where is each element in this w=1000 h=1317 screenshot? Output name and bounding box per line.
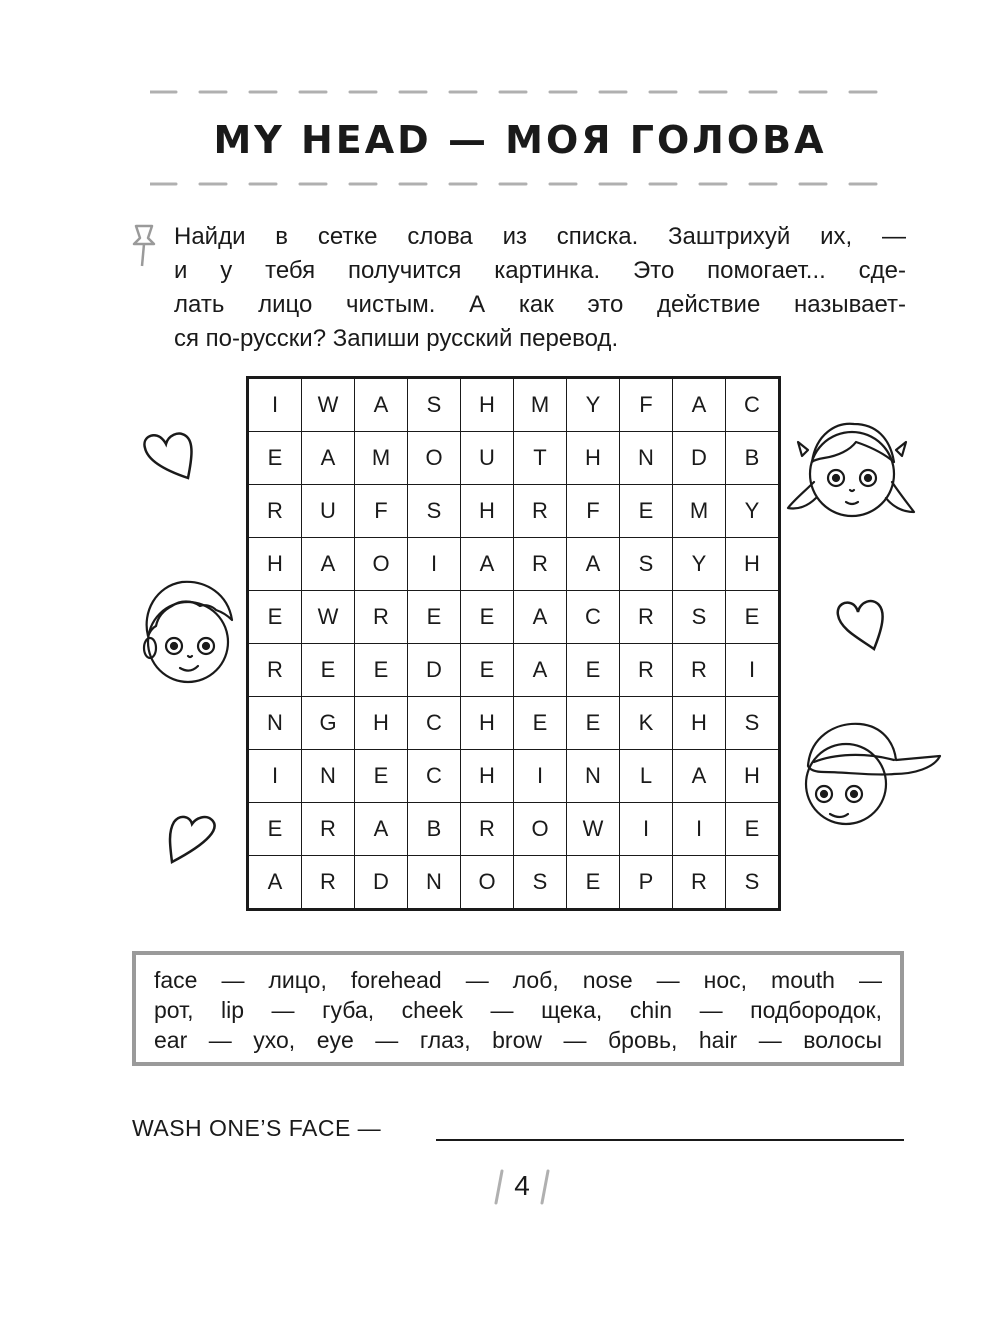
word-search-grid (246, 376, 781, 911)
grid-cell[interactable]: S (408, 378, 461, 432)
grid-cell[interactable]: R (248, 644, 302, 697)
grid-cell[interactable]: A (673, 378, 726, 432)
heart-icon (166, 808, 220, 868)
grid-cell[interactable]: A (355, 803, 408, 856)
heart-icon (832, 595, 888, 655)
grid-cell[interactable]: F (355, 485, 408, 538)
grid-cell[interactable]: A (302, 432, 355, 485)
grid-row (248, 697, 780, 750)
instructions (174, 220, 906, 356)
grid-cell[interactable]: N (302, 750, 355, 803)
grid-cell[interactable]: A (248, 856, 302, 910)
grid-cell[interactable]: M (355, 432, 408, 485)
grid-cell[interactable]: H (461, 485, 514, 538)
page-title: MY HEAD — МОЯ ГОЛОВА (213, 118, 827, 162)
grid-cell[interactable]: S (673, 591, 726, 644)
grid-cell[interactable]: C (408, 750, 461, 803)
grid-cell[interactable]: G (302, 697, 355, 750)
grid-row (248, 432, 780, 485)
grid-cell[interactable]: N (248, 697, 302, 750)
instruction-line: и у тебя получится картинка. Это помогает... сде- (174, 257, 906, 284)
grid-cell[interactable]: N (567, 750, 620, 803)
grid-cell[interactable]: R (673, 856, 726, 910)
grid-cell[interactable]: O (514, 803, 567, 856)
grid-row (248, 538, 780, 591)
grid-cell[interactable]: E (567, 697, 620, 750)
grid-cell[interactable]: A (567, 538, 620, 591)
grid-cell[interactable]: E (248, 432, 302, 485)
grid-cell[interactable]: E (726, 803, 780, 856)
pushpin-icon (128, 220, 164, 270)
grid-cell[interactable]: E (514, 697, 567, 750)
grid-cell[interactable]: S (514, 856, 567, 910)
grid-cell[interactable]: U (461, 432, 514, 485)
grid-cell[interactable]: R (620, 591, 673, 644)
grid-cell[interactable]: F (567, 485, 620, 538)
grid-cell[interactable]: L (620, 750, 673, 803)
page-number: 4 (514, 1170, 530, 1201)
grid-cell[interactable]: Y (567, 378, 620, 432)
grid-cell[interactable]: R (620, 644, 673, 697)
grid-cell[interactable]: R (302, 803, 355, 856)
grid-cell[interactable]: H (673, 697, 726, 750)
grid-cell[interactable]: R (673, 644, 726, 697)
grid-cell[interactable]: S (620, 538, 673, 591)
grid-cell[interactable]: R (355, 591, 408, 644)
word-list-line: face — лицо, forehead — лоб, nose — нос, mouth — (154, 967, 882, 993)
grid-cell[interactable]: C (408, 697, 461, 750)
grid-cell[interactable]: S (726, 697, 780, 750)
grid-cell[interactable]: I (514, 750, 567, 803)
grid-cell[interactable]: I (248, 750, 302, 803)
grid-cell[interactable]: U (302, 485, 355, 538)
grid-cell[interactable]: C (567, 591, 620, 644)
grid-cell[interactable]: A (673, 750, 726, 803)
heart-icon (140, 428, 196, 484)
grid-cell[interactable]: M (514, 378, 567, 432)
grid-cell[interactable]: A (514, 591, 567, 644)
grid-cell[interactable]: E (461, 591, 514, 644)
instruction-line: ся по-русски? Запиши русский перевод. (174, 325, 619, 352)
grid-cell[interactable]: H (355, 697, 408, 750)
grid-cell[interactable]: H (726, 538, 780, 591)
grid-cell[interactable]: D (355, 856, 408, 910)
answer-label: WASH ONE’S FACE — (132, 1115, 382, 1141)
boy-face-icon (136, 576, 240, 688)
grid-cell[interactable]: B (726, 432, 780, 485)
grid-cell[interactable]: P (620, 856, 673, 910)
grid-cell[interactable]: F (620, 378, 673, 432)
grid-cell[interactable]: K (620, 697, 673, 750)
grid-cell[interactable]: E (355, 750, 408, 803)
page-number-block (486, 1167, 558, 1207)
grid-cell[interactable]: O (408, 432, 461, 485)
grid-cell[interactable]: R (461, 803, 514, 856)
grid-row (248, 378, 780, 432)
grid-cell[interactable]: A (461, 538, 514, 591)
grid-cell[interactable]: B (408, 803, 461, 856)
grid-cell[interactable]: E (461, 644, 514, 697)
instruction-line: Найди в сетке слова из списка. Заштрихуй их, — (174, 223, 906, 250)
grid-row (248, 750, 780, 803)
grid-cell[interactable]: A (302, 538, 355, 591)
grid-cell[interactable]: T (514, 432, 567, 485)
grid-cell[interactable]: A (355, 378, 408, 432)
grid-cell[interactable]: R (514, 485, 567, 538)
grid-cell[interactable]: S (408, 485, 461, 538)
grid-cell[interactable]: O (355, 538, 408, 591)
grid-cell[interactable]: H (461, 378, 514, 432)
grid-cell[interactable]: R (248, 485, 302, 538)
grid-cell[interactable]: D (673, 432, 726, 485)
grid-cell[interactable]: W (302, 591, 355, 644)
grid-cell[interactable]: E (567, 856, 620, 910)
grid-cell[interactable]: I (620, 803, 673, 856)
grid-cell[interactable]: W (567, 803, 620, 856)
grid-cell[interactable]: E (408, 591, 461, 644)
grid-cell[interactable]: E (248, 591, 302, 644)
grid-cell[interactable]: E (726, 591, 780, 644)
grid-cell[interactable]: R (302, 856, 355, 910)
instruction-line: лать лицо чистым. А как это действие называет- (174, 291, 906, 318)
grid-cell[interactable]: H (248, 538, 302, 591)
grid-cell[interactable]: E (567, 644, 620, 697)
grid-cell[interactable]: N (620, 432, 673, 485)
bottom-dashed-divider (150, 180, 895, 186)
word-list-box (132, 951, 904, 1066)
girl-face-icon (786, 412, 916, 524)
grid-cell[interactable]: A (514, 644, 567, 697)
grid-cell[interactable]: I (248, 378, 302, 432)
grid-cell[interactable]: C (726, 378, 780, 432)
grid-cell[interactable]: Y (673, 538, 726, 591)
grid-row (248, 856, 780, 910)
word-list-line: рот, lip — губа, cheek — щека, chin — подбородок, (154, 997, 882, 1023)
top-dashed-divider (150, 88, 895, 94)
grid-cell[interactable]: E (355, 644, 408, 697)
grid-cell[interactable]: D (408, 644, 461, 697)
grid-cell[interactable]: S (726, 856, 780, 910)
word-list-line: ear — ухо, eye — глаз, brow — бровь, hair — волосы (154, 1027, 882, 1053)
grid-cell[interactable]: H (461, 697, 514, 750)
grid-cell[interactable]: H (726, 750, 780, 803)
grid-cell[interactable]: E (302, 644, 355, 697)
grid-cell[interactable]: Y (726, 485, 780, 538)
grid-cell[interactable]: I (726, 644, 780, 697)
boy-cap-face-icon (794, 716, 942, 828)
grid-cell[interactable]: E (248, 803, 302, 856)
grid-cell[interactable]: H (567, 432, 620, 485)
grid-row (248, 644, 780, 697)
grid-cell[interactable]: O (461, 856, 514, 910)
grid-cell[interactable]: M (673, 485, 726, 538)
answer-blank-line[interactable] (436, 1139, 904, 1141)
grid-cell[interactable]: I (408, 538, 461, 591)
grid-row (248, 803, 780, 856)
grid-cell[interactable]: R (514, 538, 567, 591)
grid-row (248, 485, 780, 538)
grid-cell[interactable]: H (461, 750, 514, 803)
grid-cell[interactable]: N (408, 856, 461, 910)
grid-cell[interactable]: I (673, 803, 726, 856)
grid-row (248, 591, 780, 644)
grid-cell[interactable]: W (302, 378, 355, 432)
grid-cell[interactable]: E (620, 485, 673, 538)
